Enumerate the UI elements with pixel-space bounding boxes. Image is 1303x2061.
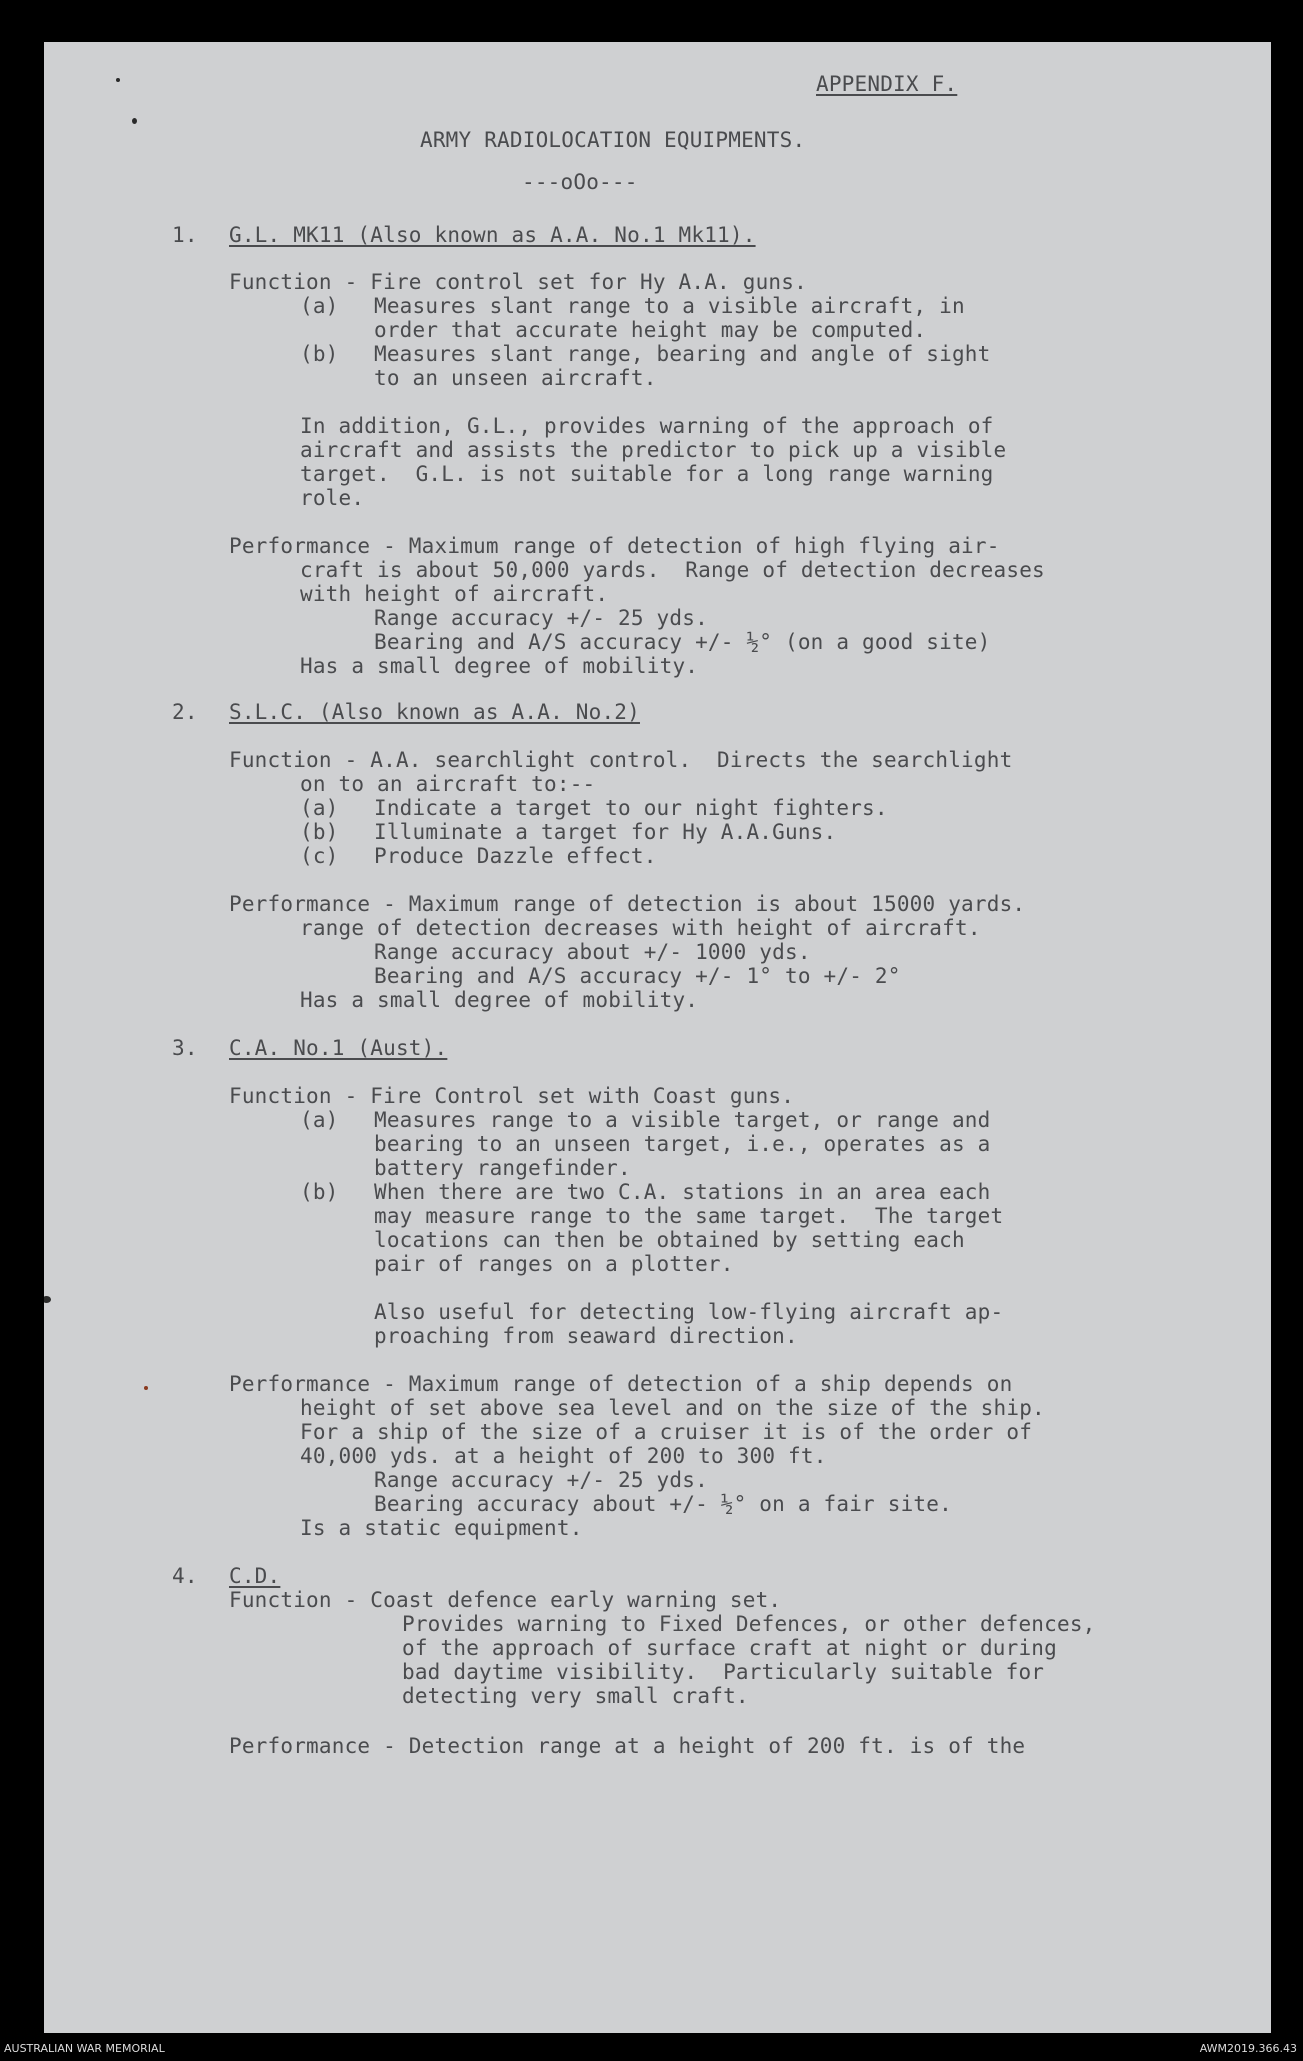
section-1-note-line: target. G.L. is not suitable for a long range warning xyxy=(300,462,994,486)
scan-speck xyxy=(132,118,137,124)
section-3-heading: C.A. No.1 (Aust). xyxy=(229,1036,448,1060)
section-2-item-b-line: Illuminate a target for Hy A.A.Guns. xyxy=(374,820,837,844)
section-3-note-line: Also useful for detecting low-flying aircraft ap- xyxy=(374,1300,1004,1324)
section-1-note-line: In addition, G.L., provides warning of the approach of xyxy=(300,414,994,438)
section-4-performance-line: Performance - Detection range at a height of 200 ft. is of the xyxy=(229,1734,1026,1758)
section-3-item-b-label: (b) xyxy=(300,1180,339,1204)
section-1-item-a-line: order that accurate height may be computed. xyxy=(374,318,927,342)
section-3-item-a-line: bearing to an unseen target, i.e., operates as a xyxy=(374,1132,991,1156)
section-2-item-c-line: Produce Dazzle effect. xyxy=(374,844,657,868)
section-1-item-b-line: Measures slant range, bearing and angle of sight xyxy=(374,342,991,366)
footer-item-id: AWM2019.366.43 xyxy=(1199,2042,1297,2055)
section-4-heading: C.D. xyxy=(229,1564,281,1588)
section-2-performance-line: range of detection decreases with height of aircraft. xyxy=(300,916,981,940)
section-3-item-b-line: may measure range to the same target. The target xyxy=(374,1204,1004,1228)
section-3-performance-line: Range accuracy +/- 25 yds. xyxy=(374,1468,708,1492)
appendix-label: APPENDIX F. xyxy=(816,72,958,96)
section-3-number: 3. xyxy=(172,1036,198,1060)
section-4-function-line: detecting very small craft. xyxy=(402,1684,749,1708)
footer-source: AUSTRALIAN WAR MEMORIAL xyxy=(4,2042,165,2055)
section-2-heading: S.L.C. (Also known as A.A. No.2) xyxy=(229,700,640,724)
section-2-item-b-label: (b) xyxy=(300,820,339,844)
section-3-performance-line: 40,000 yds. at a height of 200 to 300 ft. xyxy=(300,1444,827,1468)
section-1-function: Function - Fire control set for Hy A.A. guns. xyxy=(229,270,807,294)
section-4-function-line: Provides warning to Fixed Defences, or other defences, xyxy=(402,1612,1096,1636)
section-3-item-a-label: (a) xyxy=(300,1108,339,1132)
section-1-performance-line: with height of aircraft. xyxy=(300,582,609,606)
section-2-function: Function - A.A. searchlight control. Directs the searchlight xyxy=(229,748,1013,772)
section-2-function-cont: on to an aircraft to:-- xyxy=(300,772,596,796)
section-4-function: Function - Coast defence early warning set. xyxy=(229,1588,782,1612)
section-1-note-line: aircraft and assists the predictor to pick up a visible xyxy=(300,438,1007,462)
section-2-item-a-label: (a) xyxy=(300,796,339,820)
scan-speck xyxy=(44,1296,51,1303)
section-1-item-a-line: Measures slant range to a visible aircraft, in xyxy=(374,294,965,318)
scan-speck xyxy=(116,78,120,82)
section-3-performance-line: Is a static equipment. xyxy=(300,1516,583,1540)
section-1-item-b-line: to an unseen aircraft. xyxy=(374,366,657,390)
section-4-function-line: of the approach of surface craft at night or during xyxy=(402,1636,1057,1660)
section-1-note-line: role. xyxy=(300,486,365,510)
section-1-performance-line: Performance - Maximum range of detection of high flying air- xyxy=(229,534,1000,558)
section-2-performance-line: Range accuracy about +/- 1000 yds. xyxy=(374,940,811,964)
section-2-number: 2. xyxy=(172,700,198,724)
section-3-performance-line: Performance - Maximum range of detection of a ship depends on xyxy=(229,1372,1013,1396)
section-2-item-a-line: Indicate a target to our night fighters. xyxy=(374,796,888,820)
section-3-function: Function - Fire Control set with Coast guns. xyxy=(229,1084,795,1108)
section-1-item-b-label: (b) xyxy=(300,342,339,366)
section-1-number: 1. xyxy=(172,223,198,247)
section-1-performance-line: craft is about 50,000 yards. Range of detection decreases xyxy=(300,558,1045,582)
section-3-item-a-line: battery rangefinder. xyxy=(374,1156,631,1180)
section-3-note-line: proaching from seaward direction. xyxy=(374,1324,798,1348)
section-1-item-a-label: (a) xyxy=(300,294,339,318)
section-4-function-line: bad daytime visibility. Particularly suitable for xyxy=(402,1660,1045,1684)
section-1-performance-line: Has a small degree of mobility. xyxy=(300,654,699,678)
section-2-performance-line: Bearing and A/S accuracy +/- 1° to +/- 2° xyxy=(374,964,901,988)
section-3-performance-line: For a ship of the size of a cruiser it is of the order of xyxy=(300,1420,1033,1444)
section-2-performance-line: Has a small degree of mobility. xyxy=(300,988,699,1012)
scan-speck xyxy=(144,1386,148,1390)
section-1-performance-line: Bearing and A/S accuracy +/- ½° (on a good site) xyxy=(374,630,991,654)
section-3-performance-line: Bearing accuracy about +/- ½° on a fair site. xyxy=(374,1492,952,1516)
section-3-item-b-line: pair of ranges on a plotter. xyxy=(374,1252,734,1276)
section-3-item-b-line: locations can then be obtained by setting each xyxy=(374,1228,965,1252)
section-3-item-b-line: When there are two C.A. stations in an area each xyxy=(374,1180,991,1204)
section-2-item-c-label: (c) xyxy=(300,844,339,868)
section-4-number: 4. xyxy=(172,1564,198,1588)
document-title: ARMY RADIOLOCATION EQUIPMENTS. xyxy=(420,128,806,152)
section-3-performance-line: height of set above sea level and on the size of the ship. xyxy=(300,1396,1045,1420)
section-1-performance-line: Range accuracy +/- 25 yds. xyxy=(374,606,708,630)
title-divider: ---oOo--- xyxy=(522,170,638,194)
section-2-performance-line: Performance - Maximum range of detection is about 15000 yards. xyxy=(229,892,1026,916)
section-1-heading: G.L. MK11 (Also known as A.A. No.1 Mk11). xyxy=(229,223,756,247)
section-3-item-a-line: Measures range to a visible target, or range and xyxy=(374,1108,991,1132)
document-page xyxy=(44,42,1271,2033)
